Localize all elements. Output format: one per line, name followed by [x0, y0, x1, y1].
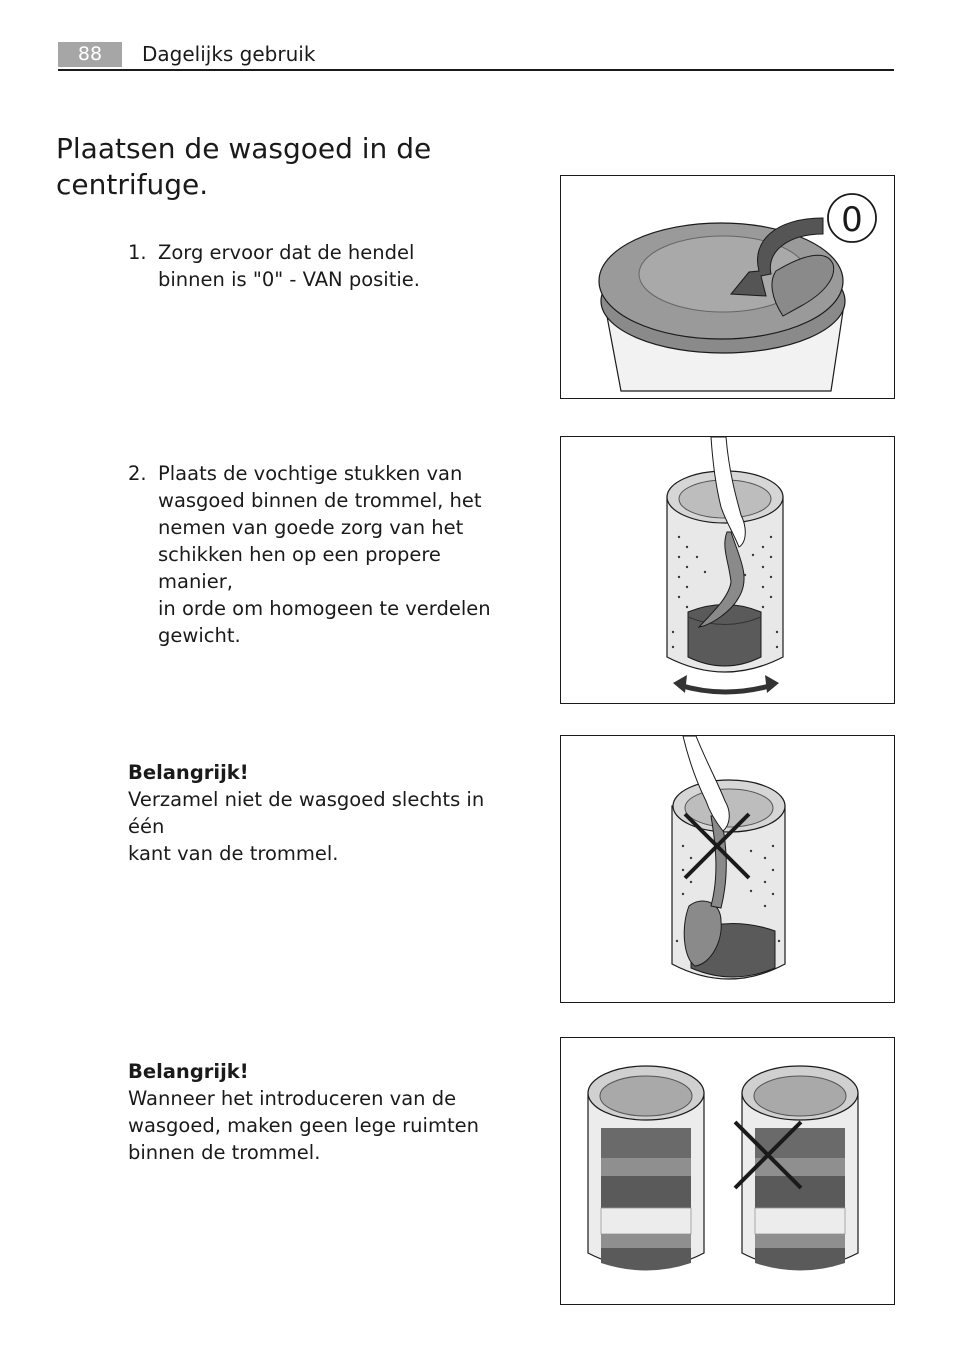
figure-wrong-one-side [560, 735, 895, 1003]
page-header [58, 40, 894, 70]
section-title: Dagelijks gebruik [142, 42, 316, 66]
note-line: kant van de trommel. [128, 842, 339, 865]
step-2 [128, 460, 508, 649]
important-note-2 [128, 1058, 518, 1166]
step-line: wasgoed binnen de trommel, het [158, 489, 482, 512]
step-line: Plaats de vochtige stukken van [158, 462, 463, 485]
step-number: 2. [128, 462, 147, 485]
step-number: 1. [128, 241, 147, 264]
step-line: in orde om homogeen te verdelen [158, 597, 491, 620]
note-heading: Belangrijk! [128, 1060, 249, 1083]
note-line: wasgoed, maken geen lege ruimten [128, 1114, 479, 1137]
step-line: gewicht. [158, 624, 241, 647]
page-number: 88 [58, 42, 122, 67]
note-line: Wanneer het introduceren van de [128, 1087, 457, 1110]
drum-incorrect [735, 1066, 858, 1271]
figure-load-drum [560, 436, 895, 704]
wrong-load-illustration [561, 736, 894, 1002]
step-line: Zorg ervoor dat de hendel [158, 241, 415, 264]
step-line: schikken hen op een propere manier, [158, 543, 441, 593]
lid-illustration [561, 176, 894, 398]
drum-correct [588, 1066, 704, 1271]
step-text [128, 239, 508, 293]
step-1 [128, 239, 508, 293]
page-title: Plaatsen de wasgoed in de centrifuge. [56, 132, 432, 201]
off-position-label: 0 [841, 200, 863, 240]
note-line: binnen de trommel. [128, 1141, 321, 1164]
step-line: nemen van goede zorg van het [158, 516, 464, 539]
header-rule [58, 69, 894, 71]
important-note-1 [128, 759, 518, 867]
empty-spaces-illustration [561, 1038, 894, 1304]
note-line: Verzamel niet de wasgoed slechts in één [128, 788, 485, 838]
note-heading: Belangrijk! [128, 761, 249, 784]
step-line: binnen is "0" - VAN positie. [158, 268, 420, 291]
figure-lid-lever [560, 175, 895, 399]
load-drum-illustration [561, 437, 894, 703]
step-text [128, 460, 508, 649]
figure-empty-spaces [560, 1037, 895, 1305]
